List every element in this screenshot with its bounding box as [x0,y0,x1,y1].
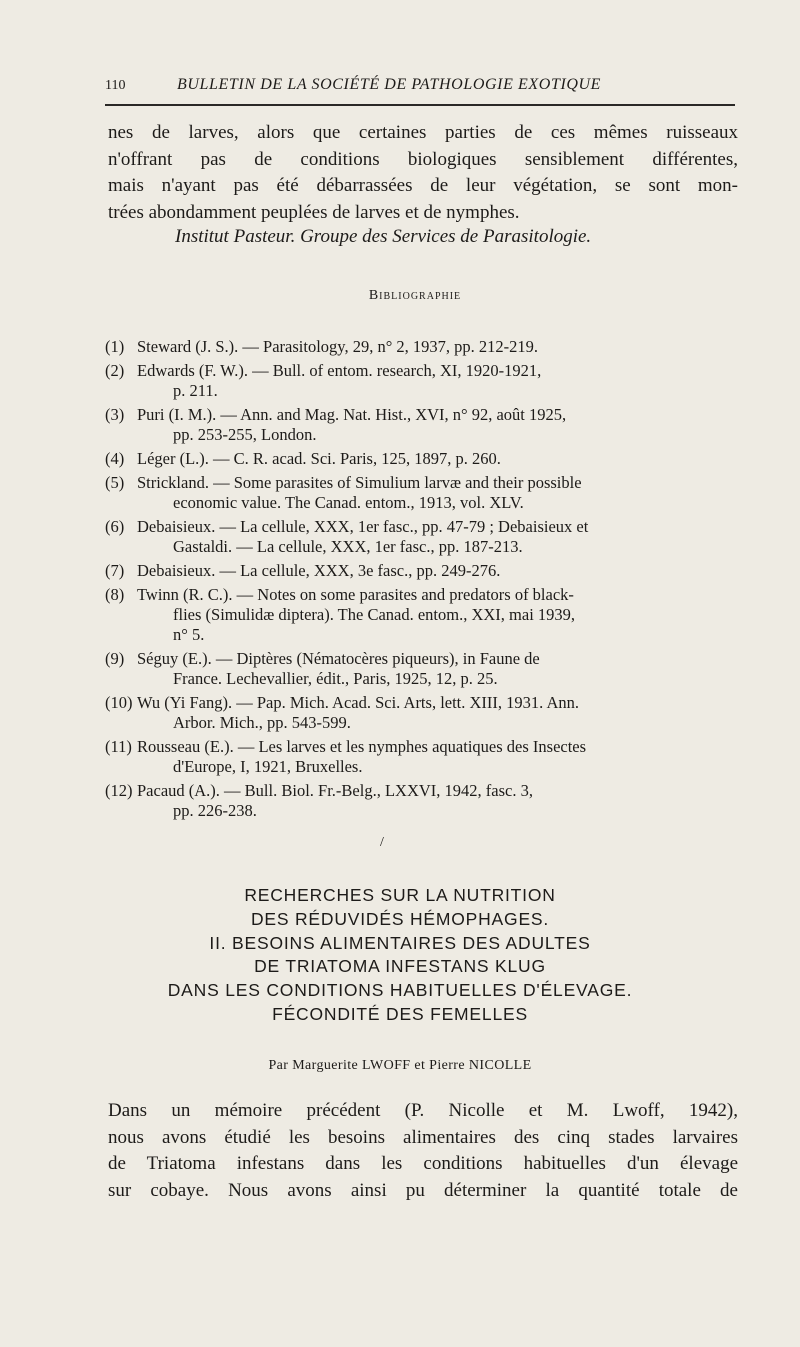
body-line: de Triatoma infestans dans les conditions habituelles d'un élevage [108,1153,738,1174]
reference-item: (1) Steward (J. S.). — Parasitology, 29, n° 2, 1937, pp. 212-219. [105,337,539,356]
bibliography-heading: Bibliographie [368,288,462,303]
reference-item: (7) Debaisieux. — La cellule, XXX, 3e fasc., pp. 249-276. [105,561,501,580]
title-line: DE TRIATOMA INFESTANS KLUG [254,956,546,977]
title-line: FÉCONDITÉ DES FEMELLES [272,1003,528,1024]
title-line: DANS LES CONDITIONS HABITUELLES D'ÉLEVAGE. [167,980,633,1001]
page-number: 110 [105,78,126,93]
reference-item: (11) Rousseau (E.). — Les larves et les nymphes aquatiques des Insectes d'Europe, I, 1921, Bruxelles. [105,737,587,776]
intro-line: nes de larves, alors que certaines parties de ces mêmes ruisseaux [108,122,738,143]
title-line: II. BESOINS ALIMENTAIRES DES ADULTES [209,932,591,953]
article-title [0,884,800,1027]
reference-item: (2) Edwards (F. W.). — Bull. of entom. research, XI, 1920-1921, p. 211. [105,361,542,400]
reference-item: (5) Strickland. — Some parasites of Simulium larvæ and their possible economic value. The Canad. entom., 1913, vol. XLV. [105,473,582,512]
separator-mark: / [380,835,384,850]
header-rule [105,104,735,106]
reference-item: (6) Debaisieux. — La cellule, XXX, 1er fasc., pp. 47-79 ; Debaisieux et Gastaldi. — La cellule, XXX, 1er fasc., pp. 187-213. [105,517,589,556]
reference-item: (4) Léger (L.). — C. R. acad. Sci. Paris, 125, 1897, p. 260. [105,449,501,468]
reference-item: (10) Wu (Yi Fang). — Pap. Mich. Acad. Sci. Arts, lett. XIII, 1931. Ann. Arbor. Mich., pp. 543-599. [105,693,580,732]
journal-title: BULLETIN DE LA SOCIÉTÉ DE PATHOLOGIE EXOTIQUE [177,76,602,93]
intro-line: n'offrant pas de conditions biologiques sensiblement différentes, [108,148,738,170]
intro-line: trées abondamment peuplées de larves et de nymphes. [108,201,520,223]
running-head [105,76,735,102]
reference-item: (9) Séguy (E.). — Diptères (Nématocères piqueurs), in Faune de France. Lechevallier, édit., Paris, 1925, 12, p. 25. [105,649,540,688]
body-line: sur cobaye. Nous avons ainsi pu déterminer la quantité totale de [108,1179,738,1201]
article-body [108,1098,738,1204]
title-line: DES RÉDUVIDÉS HÉMOPHAGES. [250,908,550,929]
reference-list [105,337,735,825]
intro-paragraph [108,120,738,226]
body-line: nous avons étudié les besoins alimentaires des cinq stades larvaires [108,1126,738,1148]
reference-item: (12) Pacaud (A.). — Bull. Biol. Fr.-Belg., LXXVI, 1942, fasc. 3, pp. 226-238. [105,781,533,820]
intro-line: mais n'ayant pas été débarrassées de leur végétation, se sont mon- [108,175,738,196]
title-line: RECHERCHES SUR LA NUTRITION [244,885,556,905]
affiliation: Institut Pasteur. Groupe des Services de Parasitologie. [175,226,592,247]
reference-item: (8) Twinn (R. C.). — Notes on some parasites and predators of black- flies (Simulidæ diptera). The Canad. entom., XXI, mai 1939, n° 5. [105,585,576,644]
body-line: Dans un mémoire précédent (P. Nicolle et M. Lwoff, 1942), [108,1100,738,1121]
reference-item: (3) Puri (I. M.). — Ann. and Mag. Nat. Hist., XVI, n° 92, août 1925, pp. 253-255, London. [105,405,567,444]
byline: Par Marguerite LWOFF et Pierre NICOLLE [268,1058,532,1073]
